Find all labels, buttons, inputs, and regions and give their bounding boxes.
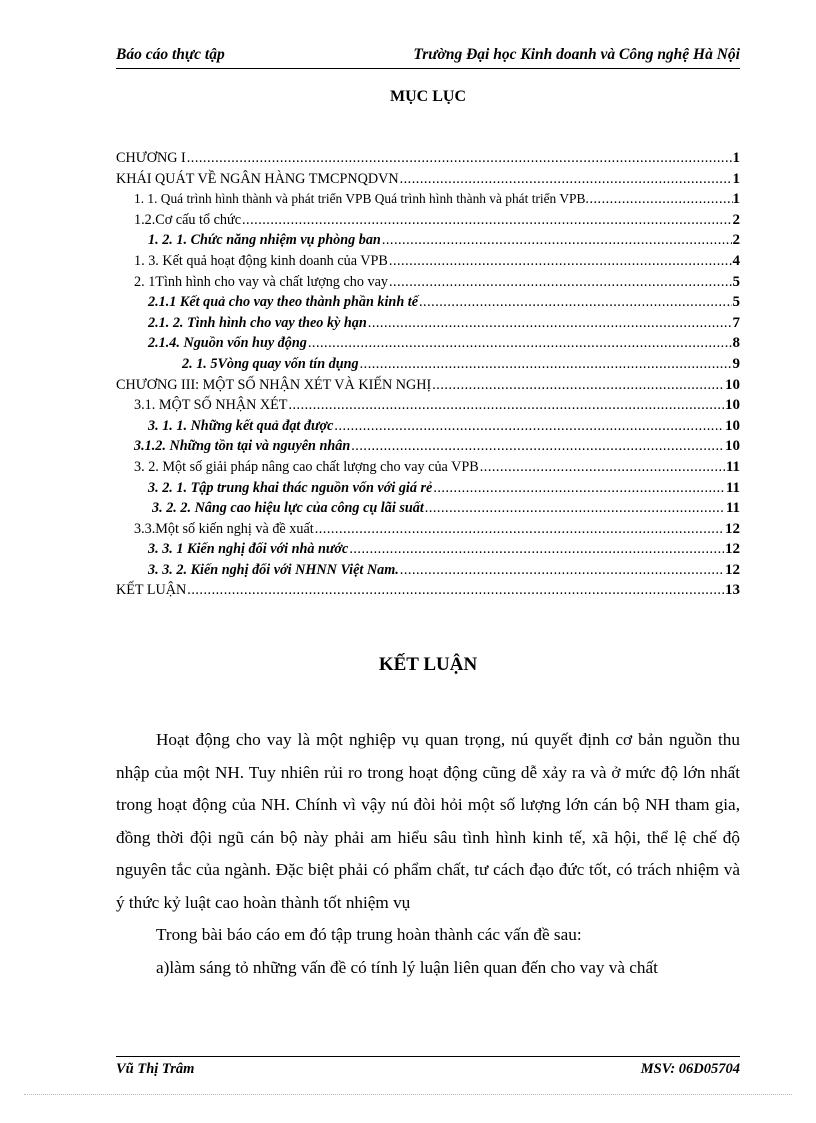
toc-entry-3-3-2[interactable]: 3. 3. 2. Kiến nghị đối với NHNN Việt Nam. ..... 12 (116, 562, 740, 583)
toc-entry-2-1-5[interactable]: 2. 1. 5Vòng quay vốn tín dụng ..... 9 (116, 356, 740, 377)
conclusion-paragraph-1: Hoạt động cho vay là một nghiệp vụ quan trọng, nú quyết định cơ bản nguồn thu nhập của một NH. Tuy nhiên rủi ro trong hoạt động cũng dễ xảy ra và ở mức độ lớn nhất trong hoạt động của NH. Chính vì vậy nú đòi hỏi một số lượng lớn cán bộ NH tham gia, đồng thời đội ngũ cán bộ này phải am hiểu sâu tình hình kinh tế, xã hội, thể lệ chế độ nguyên tắc của ngành. Đặc biệt phải có phẩm chất, tư cách đạo đức tốt, có trách nhiệm và ý thức kỷ luật cao hoàn thành tốt nhiệm vụ (116, 730, 740, 912)
toc-entry-2-1-1[interactable]: 2.1.1 Kết quả cho vay theo thành phần kinh tế ..... 5 (116, 294, 740, 315)
conclusion-title: KẾT LUẬN (378, 654, 478, 675)
footer-student-id: MSV: 06D05704 (640, 1061, 740, 1077)
toc-entry-3-2[interactable]: 3. 2. Một số giải pháp nâng cao chất lượng cho vay của VPB ..... 11 (116, 459, 740, 480)
toc-entry-chapter-1[interactable]: CHƯƠNG I ..... 1 (116, 150, 740, 171)
header-report-label: Báo cáo thực tập (116, 46, 225, 63)
toc-entry-2-1-4[interactable]: 2.1.4. Nguồn vốn huy động ..... 8 (116, 335, 740, 356)
page-header (116, 46, 740, 69)
conclusion-paragraph-3: a)làm sáng tỏ những vấn đề có tính lý luận liên quan đến cho vay và chất (156, 957, 658, 977)
header-university: Trường Đại học Kinh doanh và Công nghệ Hà Nội (413, 46, 740, 63)
toc-entry-3-1[interactable]: 3.1. MỘT SỐ NHẬN XÉT ..... 10 (116, 397, 740, 418)
toc-entry-overview[interactable]: KHÁI QUÁT VỀ NGÂN HÀNG TMCPNQDVN ..... 1 (116, 171, 740, 192)
footer-author: Vũ Thị Trâm (116, 1061, 195, 1077)
toc-entry-1-2[interactable]: 1.2.Cơ cấu tổ chức ..... 2 (116, 212, 740, 233)
toc-entry-conclusion[interactable]: KẾT LUẬN ..... 13 (116, 582, 740, 603)
toc-entry-1-1[interactable]: 1. 1. Quá trình hình thành và phát triển VPB Quá trình hình thành và phát triển VPB ..... 1 (116, 191, 740, 212)
toc-entry-chapter-3[interactable]: CHƯƠNG III: MỘT SỐ NHẬN XÉT VÀ KIẾN NGHỊ ..... 10 (116, 377, 740, 398)
conclusion-paragraph-2: Trong bài báo cáo em đó tập trung hoàn thành các vấn đề sau: (156, 925, 582, 944)
conclusion-body (116, 724, 740, 984)
toc-entry-3-2-1[interactable]: 3. 2. 1. Tập trung khai thác nguồn vốn với giá rẻ ..... 11 (116, 480, 740, 501)
page-bottom-divider (24, 1094, 792, 1095)
table-of-contents (116, 150, 740, 603)
toc-entry-3-1-1[interactable]: 3. 1. 1. Những kết quả đạt được ..... 10 (116, 418, 740, 439)
toc-entry-1-2-1[interactable]: 1. 2. 1. Chức năng nhiệm vụ phòng ban ..... 2 (116, 232, 740, 253)
toc-entry-2-1-2[interactable]: 2.1. 2. Tình hình cho vay theo kỳ hạn ..... 7 (116, 315, 740, 336)
toc-entry-3-1-2[interactable]: 3.1.2. Những tồn tại và nguyên nhân ..... 10 (116, 438, 740, 459)
toc-entry-3-3[interactable]: 3.3.Một số kiến nghị và đề xuất ..... 12 (116, 521, 740, 542)
toc-entry-3-3-1[interactable]: 3. 3. 1 Kiến nghị đối với nhà nước ..... 12 (116, 541, 740, 562)
page-footer (116, 1056, 740, 1079)
toc-title: MỤC LỤC (390, 88, 466, 105)
toc-entry-1-3[interactable]: 1. 3. Kết quả hoạt động kinh doanh của VPB ..... 4 (116, 253, 740, 274)
toc-entry-2-1[interactable]: 2. 1Tình hình cho vay và chất lượng cho vay ..... 5 (116, 274, 740, 295)
toc-entry-3-2-2[interactable]: 3. 2. 2. Nâng cao hiệu lực của công cụ lãi suất ..... 11 (116, 500, 740, 521)
